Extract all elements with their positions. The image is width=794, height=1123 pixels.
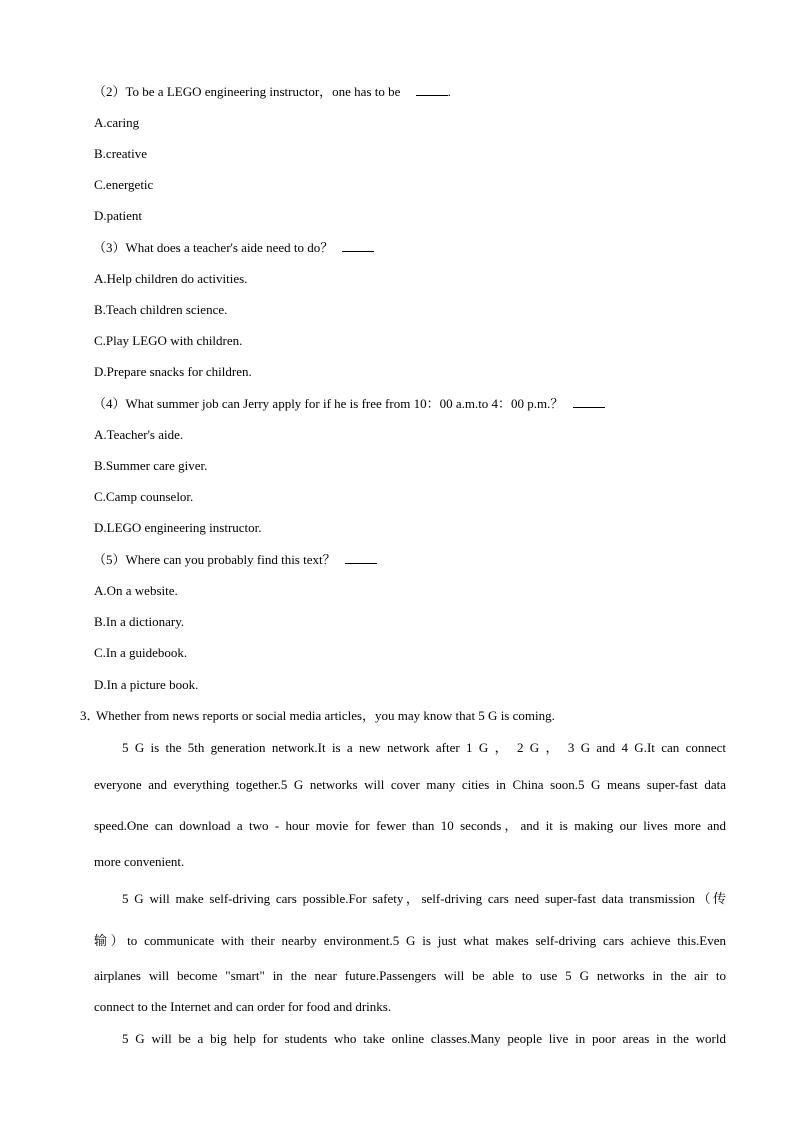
option-5c: C.In a guidebook.: [94, 645, 188, 660]
question-4-stem: [93, 396, 605, 412]
option-3c: C.Play LEGO with children.: [94, 333, 243, 348]
paragraph-1-line-2: everyone and everything together.5 G networks will cover many cities in China soon.5 G means super-fast data: [94, 777, 726, 792]
passage-number: 3．: [80, 708, 100, 723]
option-5a: A.On a website.: [94, 583, 178, 598]
paragraph-1-line-4: more convenient.: [94, 854, 185, 869]
option-2a: A.caring: [94, 115, 140, 130]
question-2-stem: [93, 84, 451, 100]
paragraph-3-line-1: 5 G will be a big help for students who take online classes.Many people live in poor areas in the world: [122, 1031, 726, 1046]
paragraph-1-line-1: 5 G is the 5th generation network.It is a new network after 1 G ， 2 G ， 3 G and 4 G.It can connect: [122, 740, 726, 755]
option-4a: A.Teacher's aide.: [94, 427, 184, 442]
option-3d: D.Prepare snacks for children.: [94, 364, 252, 379]
question-5-stem: [93, 552, 377, 568]
paragraph-2-line-3: airplanes will become "smart" in the near future.Passengers will be able to use 5 G networks in the air to: [94, 968, 726, 983]
passage-intro: Whether from news reports or social media articles，you may know that 5 G is coming.: [96, 708, 555, 723]
option-5b: B.In a dictionary.: [94, 614, 185, 629]
answer-blank: [342, 240, 374, 252]
question-4-text: （4）What summer job can Jerry apply for if he is free from 10：00 a.m.to 4：00 p.m.？: [93, 396, 564, 411]
option-4b: B.Summer care giver.: [94, 458, 208, 473]
question-3-text: （3）What does a teacher's aide need to do？: [93, 240, 334, 255]
paragraph-2-line-2: 输）to communicate with their nearby environment.5 G is just what makes self-driving cars achieve this.Even: [94, 933, 726, 948]
option-4d: D.LEGO engineering instructor.: [94, 520, 262, 535]
option-2c: C.energetic: [94, 177, 154, 192]
option-3a: A.Help children do activities.: [94, 271, 248, 286]
option-2d: D.patient: [94, 208, 143, 223]
option-5d: D.In a picture book.: [94, 677, 199, 692]
question-3-stem: [93, 240, 374, 256]
question-2-end: .: [447, 84, 451, 99]
paragraph-2-line-1: 5 G will make self-driving cars possible.For safety，self-driving cars need super-fast data transmission（传: [122, 891, 726, 906]
option-2b: B.creative: [94, 146, 148, 161]
answer-blank: [573, 396, 605, 408]
option-4c: C.Camp counselor.: [94, 489, 194, 504]
answer-blank: [345, 552, 377, 564]
paragraph-2-line-4: connect to the Internet and can order for food and drinks.: [94, 999, 392, 1014]
answer-blank: [416, 84, 448, 96]
option-3b: B.Teach children science.: [94, 302, 228, 317]
question-2-text: （2）To be a LEGO engineering instructor，one has to be: [93, 84, 401, 99]
paragraph-1-line-3: speed.One can download a two - hour movie for fewer than 10 seconds，and it is making our lives more and: [94, 818, 726, 833]
question-5-text: （5）Where can you probably find this text？: [93, 552, 336, 567]
